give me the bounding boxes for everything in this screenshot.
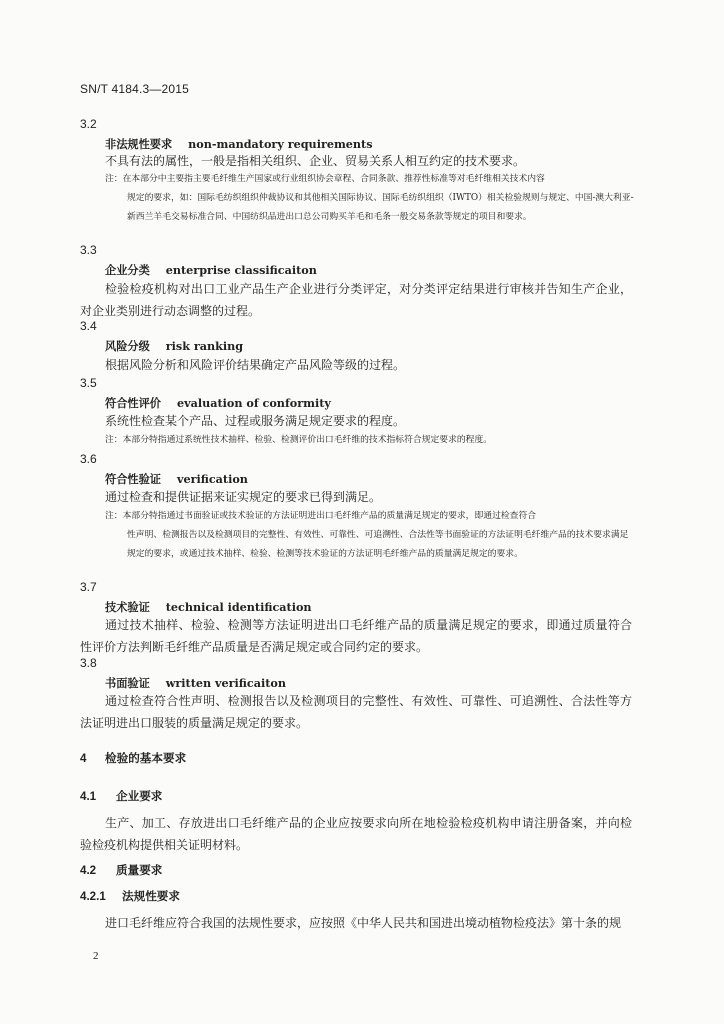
term-definition: 检验检疫机构对出口工业产品生产企业进行分类评定，对分类评定结果进行审核并告知生产企业，对企业类别进行动态调整的过程。 (80, 282, 632, 318)
term-number: 3.8 (80, 656, 97, 670)
term-heading (105, 675, 286, 691)
term-english: technical identification (165, 600, 312, 614)
note-line: 注：在本部分中主要指主要毛纤维生产国家或行业组织协会章程、合同条款、推荐性标准等对毛纤维相关技术内容 (105, 174, 545, 184)
term-number: 3.6 (80, 452, 97, 466)
term-chinese: 风险分级 (105, 339, 150, 353)
note-continuation: 规定的要求，如：国际毛纺织组织仲裁协议和其他相关国际协议、国际毛纺织组织（IWTO）相关检验规则与规定、中国-澳大利亚-新西兰羊毛交易标准合同、中国纺织品进出口总公司购买羊毛和毛条一般交易条款等规定的项目和要求。 (127, 193, 634, 222)
subsubsection-text: 进口毛纤维应符合我国的法规性要求，应按照《中华人民共和国进出境动植物检疫法》第十条的规 (105, 916, 622, 930)
term-chinese: 非法规性要求 (105, 137, 173, 151)
section-title: 检验的基本要求 (105, 751, 187, 765)
term-note (105, 170, 635, 227)
term-definition: 通过技术抽样、检验、检测等方法证明进出口毛纤维产品的质量满足规定的要求，即通过质量符合性评价方法判断毛纤维产品质量是否满足规定或合同约定的要求。 (80, 618, 632, 654)
term-english: evaluation of conformity (176, 396, 331, 410)
subsection-heading (80, 862, 162, 878)
term-chinese: 书面验证 (105, 676, 150, 690)
subsection-title: 企业要求 (116, 789, 163, 803)
standard-code-header: SN/T 4184.3—2015 (80, 82, 190, 96)
subsection-text: 生产、加工、存放进出口毛纤维产品的企业应按要求向所在地检验检疫机构申请注册备案，并向检验检疫机构提供相关证明材料。 (80, 816, 632, 852)
term-heading (105, 395, 331, 411)
term-definition: 不具有法的属性，一般是指相关组织、企业、贸易关系人相互约定的技术要求。 (105, 154, 526, 168)
term-number: 3.3 (80, 243, 97, 257)
term-heading (105, 471, 248, 487)
term-note (105, 507, 635, 564)
term-definition: 根据风险分析和风险评价结果确定产品风险等级的过程。 (105, 358, 406, 372)
section-heading (80, 750, 186, 766)
term-english: enterprise classificaiton (165, 263, 317, 277)
term-definition: 通过检查和提供证据来证实规定的要求已得到满足。 (105, 490, 382, 504)
term-english: verification (176, 472, 248, 486)
term-english: risk ranking (165, 339, 244, 353)
subsubsection-title: 法规性要求 (122, 889, 180, 903)
term-number: 3.2 (80, 117, 97, 131)
subsection-number: 4.1 (80, 790, 97, 803)
term-chinese: 技术验证 (105, 600, 150, 614)
term-number: 3.7 (80, 580, 97, 594)
term-chinese: 符合性评价 (105, 396, 161, 410)
note-line: 注：本部分特指通过系统性技术抽样、检验、检测评价出口毛纤维的技术指标符合规定要求的程度。 (105, 435, 493, 445)
note-line: 注：本部分特指通过书面验证或技术验证的方法证明进出口毛纤维产品的质量满足规定的要求，即通过检查符合 (105, 511, 537, 521)
subsection-heading (80, 788, 162, 804)
subsection-number: 4.2 (80, 864, 97, 877)
term-heading (105, 262, 317, 278)
term-definition: 通过检查符合性声明、检测报告以及检测项目的完整性、有效性、可靠性、可追溯性、合法性等方法证明进出口服装的质量满足规定的要求。 (80, 694, 632, 730)
page-number: 2 (93, 950, 99, 962)
term-english: written verificaiton (165, 676, 286, 690)
term-heading (105, 599, 312, 615)
term-chinese: 企业分类 (105, 263, 150, 277)
term-number: 3.4 (80, 319, 97, 333)
term-english: non-mandatory requirements (188, 137, 373, 151)
term-heading (105, 338, 243, 354)
subsubsection-heading (80, 888, 180, 904)
subsubsection-number: 4.2.1 (80, 890, 106, 903)
subsection-title: 质量要求 (116, 863, 163, 877)
term-number: 3.5 (80, 376, 97, 390)
term-note (105, 431, 635, 450)
term-definition: 系统性检查某个产品、过程或服务满足规定要求的程度。 (105, 414, 406, 428)
note-continuation: 性声明、检测报告以及检测项目的完整性、有效性、可靠性、可追溯性、合法性等书面验证的方法证明毛纤维产品的技术要求满足规定的要求，或通过技术抽样、检验、检测等技术验证的方法证明毛纤维产品的质量满足规定的要求。 (127, 530, 629, 559)
term-chinese: 符合性验证 (105, 472, 161, 486)
section-number: 4 (80, 752, 87, 765)
